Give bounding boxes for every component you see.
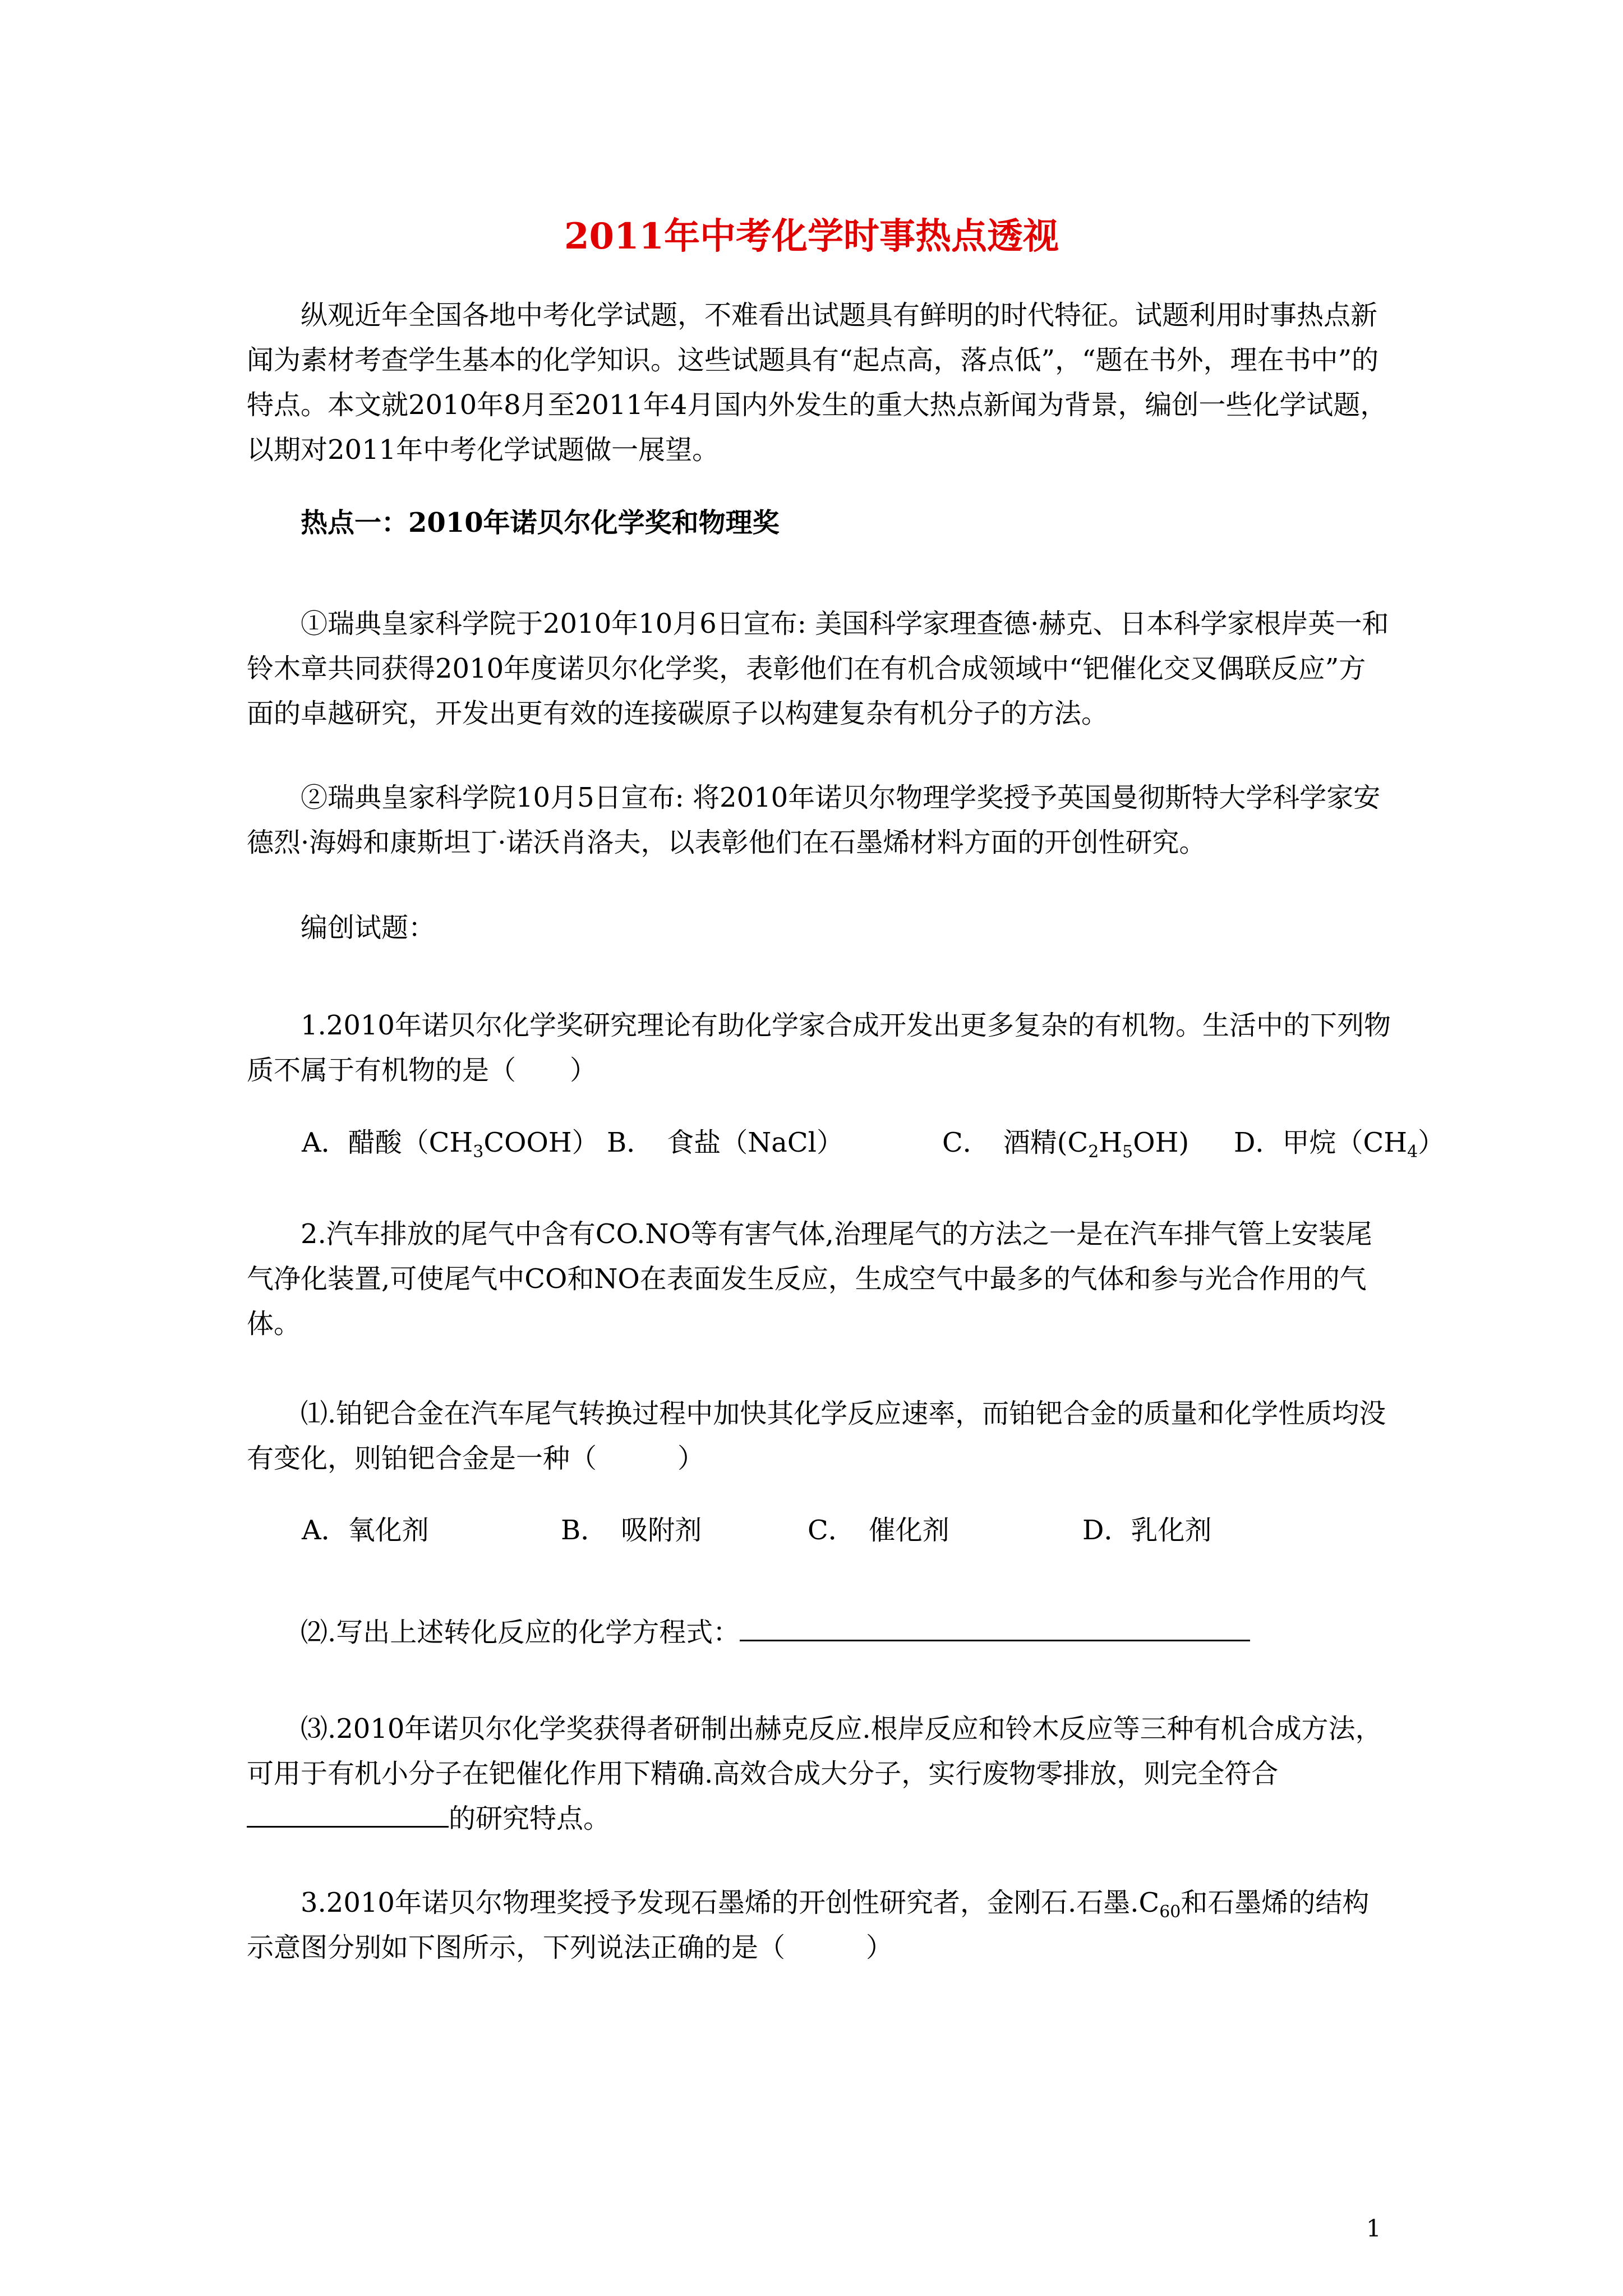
question-1-options bbox=[247, 1120, 1445, 1165]
page-number: 1 bbox=[1366, 2215, 1381, 2242]
document-title: 2011年中考化学时事热点透视 bbox=[564, 215, 1059, 257]
news-item-2: ②瑞典皇家科学院10月5日宣布: 将2010年诺贝尔物理学奖授予英国曼彻斯特大学科学家安德烈·海姆和康斯坦丁·诺沃肖洛夫，以表彰他们在石墨烯材料方面的开创性研究。 bbox=[247, 782, 1381, 858]
question-2-stem: 2.汽车排放的尾气中含有CO.NO等有害气体,治理尾气的方法之一是在汽车排气管上安装尾气净化装置,可使尾气中CO和NO在表面发生反应，生成空气中最多的气体和参与光合作用的气体。 bbox=[247, 1218, 1372, 1340]
fill-blank[interactable] bbox=[247, 1799, 449, 1828]
equation-blank[interactable] bbox=[740, 1613, 1250, 1641]
section-label: 编创试题： bbox=[301, 912, 436, 944]
q2-part-3-tail: 的研究特点。 bbox=[449, 1803, 611, 1834]
question-3-stem: 3.2010年诺贝尔物理奖授予发现石墨烯的开创性研究者，金刚石.石墨$.C_{60}$和石墨烯的结构示意图分别如下图所示，下列说法正确的是（ ） bbox=[247, 1887, 1370, 1963]
q2-option-c: C． 催化剂 bbox=[808, 1515, 949, 1546]
q1-option-b: B． 食盐（NaCl） bbox=[607, 1127, 843, 1158]
q2-part-2-text: ⑵.写出上述转化反应的化学方程式： bbox=[301, 1617, 740, 1648]
q2-option-a: A．氧化剂 bbox=[302, 1515, 429, 1546]
question-1-stem: 1.2010年诺贝尔化学奖研究理论有助化学家合成开发出更多复杂的有机物。生活中的下列物质不属于有机物的是（ ） bbox=[247, 1010, 1391, 1086]
q1-option-a: A．醋酸$(CH_3COOH)$ bbox=[302, 1127, 599, 1162]
intro-paragraph: 纵观近年全国各地中考化学试题，不难看出试题具有鲜明的时代特征。试题利用时事热点新闻为素材考查学生基本的化学知识。这些试题具有“起点高，落点低”，“题在书外，理在书中”的特点。本文就2010年8月至2011年4月国内外发生的重大热点新闻为背景，编创一些化学试题，以期对2011年中考化学试题做一展望。 bbox=[247, 300, 1387, 466]
question-2-part-1: ⑴.铂钯合金在汽车尾气转换过程中加快其化学反应速率，而铂钯合金的质量和化学性质均没有变化，则铂钯合金是一种（ ） bbox=[247, 1398, 1386, 1474]
question-2-part-2 bbox=[247, 1610, 1391, 1655]
q2-option-d: D．乳化剂 bbox=[1082, 1515, 1212, 1546]
news-item-1: ①瑞典皇家科学院于2010年10月6日宣布: 美国科学家理查德·赫克、日本科学家根岸英一和铃木章共同获得2010年度诺贝尔化学奖，表彰他们在有机合成领域中“钯催化交叉偶联反应”方面的卓越研究，开发出更有效的连接碳原子以构建复杂有机分子的方法。 bbox=[247, 608, 1389, 729]
question-2-part-3 bbox=[247, 1706, 1391, 1841]
q2-option-b: B． 吸附剂 bbox=[561, 1515, 702, 1546]
q2-part-3-text: ⑶.2010年诺贝尔化学奖获得者研制出赫克反应.根岸反应和铃木反应等三种有机合成方法，可用于有机小分子在钯催化作用下精确.高效合成大分子，实行废物零排放，则完全符合 bbox=[247, 1713, 1382, 1789]
hotspot1-heading: 热点一：2010年诺贝尔化学奖和物理奖 bbox=[301, 507, 780, 539]
q1-option-d: D．甲烷$(CH_4)$ bbox=[1234, 1127, 1445, 1162]
q1-option-c: C． 酒精$(C_2H_5OH)$ bbox=[942, 1127, 1189, 1162]
question-2-options bbox=[247, 1508, 1391, 1553]
